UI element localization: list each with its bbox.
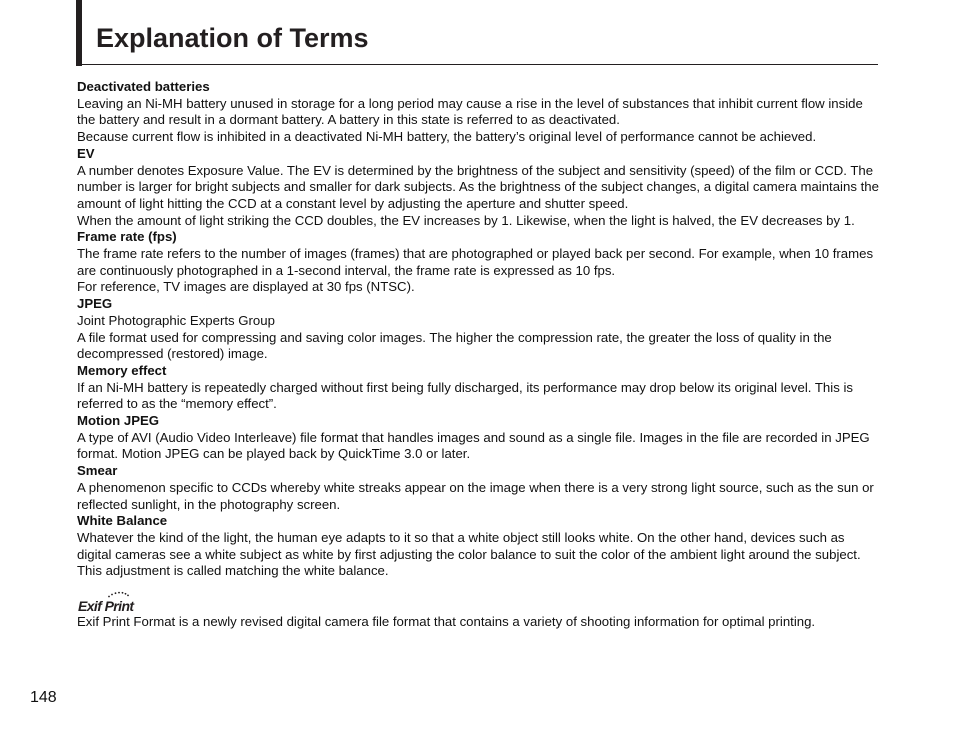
page-title: Explanation of Terms bbox=[96, 23, 369, 53]
exif-print-entry bbox=[77, 590, 880, 631]
exif-description: Exif Print Format is a newly revised digital camera file format that contains a variety of shooting information for optimal printing. bbox=[77, 614, 816, 630]
title-accent-bar bbox=[76, 0, 82, 66]
term-heading: JPEG bbox=[77, 296, 113, 312]
term-paragraph: Joint Photographic Experts Group bbox=[77, 312, 275, 328]
term-paragraph: A type of AVI (Audio Video Interleave) file format that handles images and sound as a single file. Images in the file are recorded in JPEG format. Motion JPEG can be played back by QuickTime 3.0 or later. bbox=[77, 429, 870, 462]
term-heading: Smear bbox=[77, 463, 118, 479]
glossary-entry-ev bbox=[77, 146, 880, 230]
glossary bbox=[77, 79, 880, 631]
term-heading: EV bbox=[77, 145, 95, 161]
term-paragraph: The frame rate refers to the number of images (frames) that are photographed or played back per second. For example, when 10 frames are continuously photographed in a 1-second interval, the frame rate is expressed as 10 fps. bbox=[77, 246, 874, 278]
term-paragraph: Whatever the kind of the light, the human eye adapts to it so that a white object still looks white. On the other hand, devices such as digital cameras see a white subject as white by first adjusting the color balance to suit the color of the ambient light around the subject. This adjustment is called matching the white balance. bbox=[77, 529, 861, 579]
term-heading: Memory effect bbox=[77, 362, 167, 378]
glossary-entry-smear bbox=[77, 463, 880, 513]
page-number: 148 bbox=[30, 689, 57, 706]
term-paragraph: When the amount of light striking the CCD doubles, the EV increases by 1. Likewise, when the light is halved, the EV decreases by 1. bbox=[77, 212, 855, 228]
term-paragraph: If an Ni-MH battery is repeatedly charged without first being fully discharged, its performance may drop below its original level. This is referred to as the “memory effect”. bbox=[77, 379, 853, 412]
glossary-entry-white-balance bbox=[77, 513, 880, 580]
term-heading: Deactivated batteries bbox=[77, 79, 210, 94]
exif-logo-text: Exif Print bbox=[78, 598, 134, 615]
glossary-entry-motion-jpeg bbox=[77, 413, 880, 463]
term-paragraph: A number denotes Exposure Value. The EV is determined by the brightness of the subject and sensitivity (speed) of the film or CCD. The number is larger for bright subjects and smaller for dark subjects. As the brightness of the subject changes, a digital camera maintains the amount of light hitting the CCD at a constant level by adjusting the aperture and shutter speed. bbox=[77, 162, 879, 211]
term-heading: White Balance bbox=[77, 513, 168, 529]
glossary-entry-frame-rate bbox=[77, 229, 880, 296]
term-paragraph: Because current flow is inhibited in a deactivated Ni-MH battery, the battery’s original level of performance cannot be achieved. bbox=[77, 129, 817, 145]
term-heading: Frame rate (fps) bbox=[77, 229, 177, 245]
glossary-entry-jpeg bbox=[77, 296, 880, 363]
term-paragraph: A phenomenon specific to CCDs whereby white streaks appear on the image when there is a very strong light source, such as the sun or reflected sunlight, in the photography screen. bbox=[77, 479, 874, 512]
glossary-entry-deactivated-batteries bbox=[77, 79, 880, 146]
term-paragraph: For reference, TV images are displayed at 30 fps (NTSC). bbox=[77, 279, 415, 295]
term-heading: Motion JPEG bbox=[77, 413, 160, 429]
glossary-entry-memory-effect bbox=[77, 363, 880, 413]
exif-print-logo bbox=[77, 590, 137, 614]
title-underline bbox=[82, 64, 878, 65]
term-paragraph: A file format used for compressing and saving color images. The higher the compression rate, the greater the loss of quality in the decompressed (restored) image. bbox=[77, 329, 832, 362]
term-paragraph: Leaving an Ni-MH battery unused in storage for a long period may cause a rise in the level of substances that inhibit current flow inside the battery and result in a dormant battery. A battery in this state is referred to as deactivated. bbox=[77, 95, 863, 128]
